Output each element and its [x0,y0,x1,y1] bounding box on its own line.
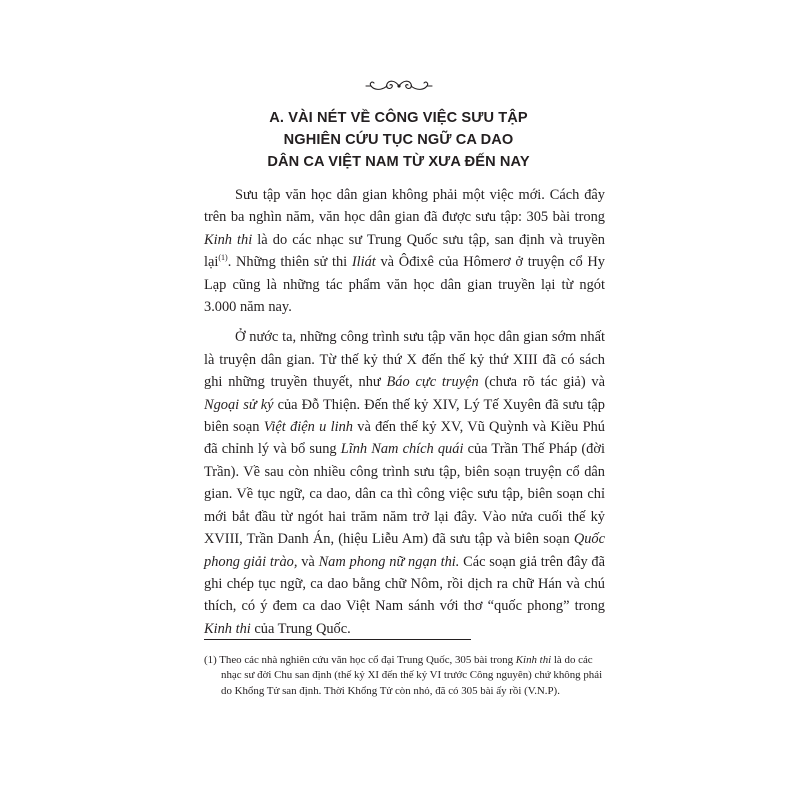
text-run: (chưa rõ tác giả) và [478,374,606,391]
text-run: Sưu tập văn học dân gian không phải một việc mới. Cách đây trên ba nghìn năm, văn học dân gian đã được sưu tập: 305 bài trong [204,187,605,226]
italic-title: Lĩnh Nam chích quái [340,441,464,458]
italic-title: Kinh thi [515,654,552,666]
footnote-text [204,653,605,699]
flourish-ornament-icon [365,78,433,94]
italic-title: Việt điện u linh [263,419,353,436]
text-run: của Trung Quốc. [250,620,351,637]
text-run: của Trần Thế Pháp (đời Trần). Về sau còn nhiều công trình sưu tập, biên soạn truyện cổ dân gian. Về tục ngữ, ca dao, dân ca thì công việc sưu tập, biên soạn chỉ mới bắt đầu từ ngót hai trăm năm trở lại đây. Vào nửa cuối thế kỷ XVIII, Trần Danh Án, (hiệu Liễu Am) đã sưu tập và biên soạn [204,441,605,548]
italic-title: Kinh thi [204,231,253,248]
heading-line-3: DÂN CA VIỆT NAM TỪ XƯA ĐẾN NAY [267,154,530,170]
text-run: . Những thiên sử thi [227,254,352,271]
footnote-marker: (1) [218,253,228,263]
footnote-divider [204,639,471,640]
italic-title: Iliát [351,254,376,271]
text-run: là do các nhạc sư đời Chu san định (thế kỷ XI đến thế kỷ VI trước Công nguyên) chứ không phải do Khổng Tử san định. Thời Khổng Tử còn nhỏ, đã có 305 bài ấy rồi (V.N.P). [221,654,603,697]
heading-line-1: A. VÀI NÉT VỀ CÔNG VIỆC SƯU TẬP [269,110,528,126]
heading-line-2: NGHIÊN CỨU TỤC NGỮ CA DAO [283,132,514,148]
italic-title: Kinh thi [204,620,251,637]
italic-title: Quốc phong giải trào, [204,531,605,570]
text-run: Ở nước ta, những công trình sưu tập văn học dân gian sớm nhất là truyện dân gian. Từ thế kỷ thứ X đến thế kỷ thứ XIII đã có sách ghi những truyền thuyết, như [204,329,605,391]
italic-title: Ngoại sử ký [204,396,274,413]
text-run: và Ôđixê của Hômerơ ở truyện cổ Hy Lạp cũng là những tác phẩm văn học dân gian truyền lại từ ngót 3.000 năm nay. [204,254,605,316]
text-run: và [297,553,319,570]
footnote [204,653,605,699]
text-run: và đến thế kỷ XV, Vũ Quỳnh và Kiều Phú đã chỉnh lý và bổ sung [204,419,605,458]
paragraph-2 [204,326,605,640]
italic-title: Báo cực truyện [386,374,479,391]
paragraph-1 [204,184,605,318]
text-run: Các soạn giả trên đây đã ghi chép tục ngữ, ca dao bằng chữ Nôm, rồi dịch ra chữ Hán và chú thích, có ý đem ca dao Việt Nam sánh với thơ “quốc phong” trong [204,553,605,615]
text-run: là do các nhạc sư Trung Quốc sưu tập, san định và truyền lại [204,231,606,271]
text-run: của Đỗ Thiện. Đến thế kỷ XIV, Lý Tế Xuyên đã sưu tập biên soạn [204,396,605,436]
italic-title: Nam phong nữ ngạn thi. [318,553,460,570]
text-run: (1) Theo các nhà nghiên cứu văn học cổ đại Trung Quốc, 305 bài trong [204,654,516,666]
body-text [204,184,605,648]
section-heading [200,107,597,173]
